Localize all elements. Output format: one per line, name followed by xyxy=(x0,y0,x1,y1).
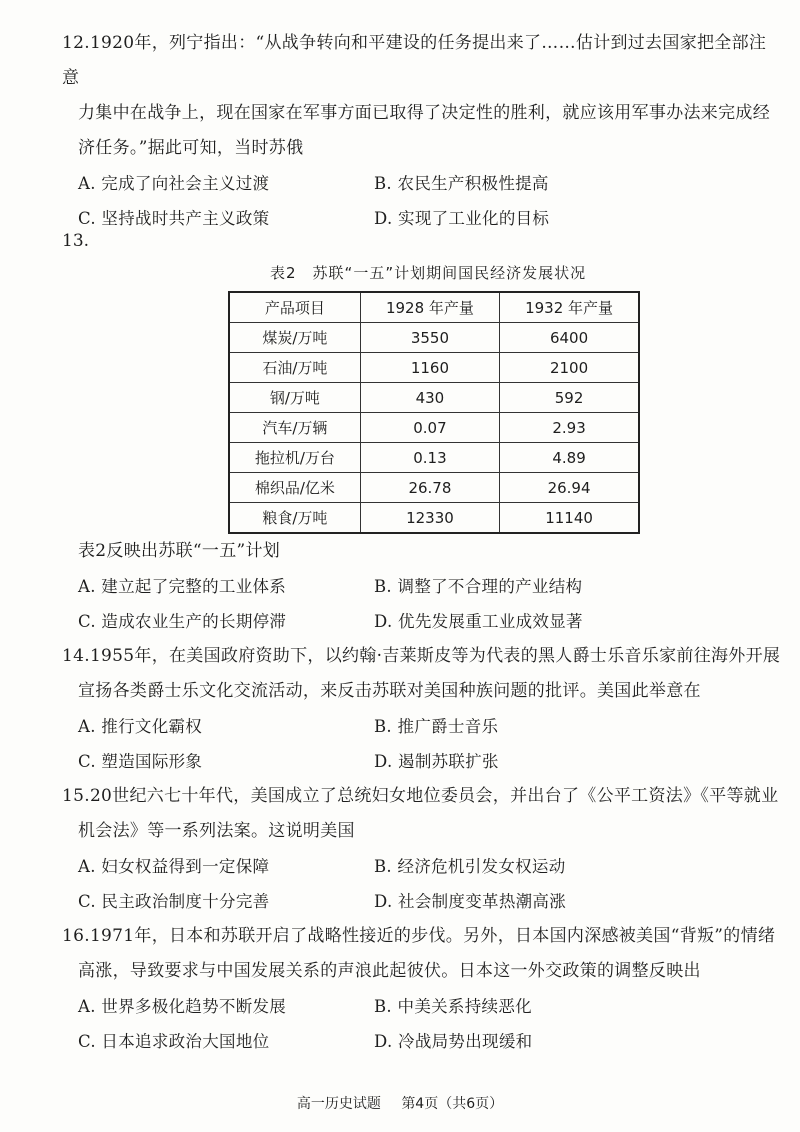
option-a: A. 世界多极化趋势不断发展 xyxy=(78,997,287,1016)
stem-continuation: 力集中在战争上，现在国家在军事方面已取得了决定性的胜利，就应该用军事办法来完成经济任务。”据此可知，当时苏俄 xyxy=(78,103,770,158)
table-row xyxy=(229,473,639,503)
header-1932: 1932 年产量 xyxy=(500,292,639,323)
cell-item: 棉织品/亿米 xyxy=(229,473,360,503)
cell-1928: 0.13 xyxy=(360,443,499,473)
cell-1928: 12330 xyxy=(360,503,499,534)
option-b: B. 推广爵士音乐 xyxy=(374,717,499,736)
cell-item: 煤炭/万吨 xyxy=(229,323,360,353)
cell-1932: 2100 xyxy=(500,353,639,383)
question-stem xyxy=(62,639,782,709)
option-a: A. 推行文化霸权 xyxy=(78,717,203,736)
option-a: A. 完成了向社会主义过渡 xyxy=(78,174,270,193)
question-number: 14. xyxy=(62,646,90,666)
option-d: D. 优先发展重工业成效显著 xyxy=(374,612,583,631)
option-c: C. 造成农业生产的长期停滞 xyxy=(78,612,287,631)
cell-1928: 430 xyxy=(360,383,499,413)
option-c: C. 塑造国际形象 xyxy=(78,752,203,771)
cell-1932: 6400 xyxy=(500,323,639,353)
cell-1932: 11140 xyxy=(500,503,639,534)
table-row xyxy=(229,503,639,534)
question-16 xyxy=(62,919,782,1059)
stem-line-1: 1955年，在美国政府资助下，以约翰·吉莱斯皮等为代表的黑人爵士乐音乐家前往海外开展 xyxy=(89,646,781,666)
question-14 xyxy=(62,639,782,779)
option-d: D. 实现了工业化的目标 xyxy=(374,209,550,228)
stem-line-1: 20世纪六七十年代，美国成立了总统妇女地位委员会，并出台了《公平工资法》《平等就业 xyxy=(89,786,779,806)
stem-text: 表2反映出苏联“一五”计划 xyxy=(78,541,281,561)
options xyxy=(62,709,782,779)
question-number: 16. xyxy=(62,926,90,946)
option-d: D. 社会制度变革热潮高涨 xyxy=(374,892,567,911)
header-item: 产品项目 xyxy=(229,292,360,323)
cell-1932: 4.89 xyxy=(500,443,639,473)
question-stem xyxy=(62,26,782,166)
option-a: A. 建立起了完整的工业体系 xyxy=(78,577,287,596)
page-footer xyxy=(0,1093,800,1113)
table-row xyxy=(229,443,639,473)
cell-item: 拖拉机/万台 xyxy=(229,443,360,473)
cell-1932: 592 xyxy=(500,383,639,413)
table-row xyxy=(229,323,639,353)
header-1928: 1928 年产量 xyxy=(360,292,499,323)
cell-1928: 0.07 xyxy=(360,413,499,443)
cell-item: 钢/万吨 xyxy=(229,383,360,413)
table-row xyxy=(229,383,639,413)
options xyxy=(62,569,782,639)
option-c: C. 民主政治制度十分完善 xyxy=(78,892,270,911)
question-13 xyxy=(62,534,782,639)
cell-1928: 26.78 xyxy=(360,473,499,503)
question-13-number: 13. xyxy=(62,231,90,251)
question-stem xyxy=(62,919,782,989)
stem-continuation: 机会法》等一系列法案。这说明美国 xyxy=(78,821,355,841)
question-number: 12. xyxy=(62,33,90,53)
option-d: D. 遏制苏联扩张 xyxy=(374,752,499,771)
table-row xyxy=(229,353,639,383)
option-b: B. 农民生产积极性提高 xyxy=(374,174,549,193)
cell-1932: 2.93 xyxy=(500,413,639,443)
table-header-row xyxy=(229,292,639,323)
stem-continuation: 高涨，导致要求与中国发展关系的声浪此起彼伏。日本这一外交政策的调整反映出 xyxy=(78,961,701,981)
options xyxy=(62,849,782,919)
cell-item: 石油/万吨 xyxy=(229,353,360,383)
option-b: B. 调整了不合理的产业结构 xyxy=(374,577,583,596)
cell-1928: 3550 xyxy=(360,323,499,353)
question-15 xyxy=(62,779,782,919)
question-stem xyxy=(62,534,782,569)
cell-1928: 1160 xyxy=(360,353,499,383)
options xyxy=(62,989,782,1059)
cell-item: 粮食/万吨 xyxy=(229,503,360,534)
option-b: B. 经济危机引发女权运动 xyxy=(374,857,566,876)
question-12 xyxy=(62,26,782,236)
table-row xyxy=(229,413,639,443)
option-a: A. 妇女权益得到一定保障 xyxy=(78,857,270,876)
option-c: C. 日本追求政治大国地位 xyxy=(78,1032,270,1051)
page-number: 第4页（共6页） xyxy=(401,1096,504,1112)
option-d: D. 冷战局势出现缓和 xyxy=(374,1032,533,1051)
option-c: C. 坚持战时共产主义政策 xyxy=(78,209,270,228)
question-stem xyxy=(62,779,782,849)
question-number: 15. xyxy=(62,786,90,806)
stem-line-1: 1971年，日本和苏联开启了战略性接近的步伐。另外，日本国内深感被美国“背叛”的情绪 xyxy=(89,926,776,946)
cell-1932: 26.94 xyxy=(500,473,639,503)
options xyxy=(62,166,782,236)
stem-continuation: 宣扬各类爵士乐文化交流活动，来反击苏联对美国种族问题的批评。美国此举意在 xyxy=(78,681,701,701)
production-table xyxy=(228,291,640,534)
stem-line-1: 1920年，列宁指出：“从战争转向和平建设的任务提出来了……估计到过去国家把全部注意 xyxy=(62,33,767,88)
exam-subject: 高一历史试题 xyxy=(296,1096,381,1112)
table-title: 表2 苏联“一五”计划期间国民经济发展状况 xyxy=(270,264,587,282)
cell-item: 汽车/万辆 xyxy=(229,413,360,443)
option-b: B. 中美关系持续恶化 xyxy=(374,997,532,1016)
